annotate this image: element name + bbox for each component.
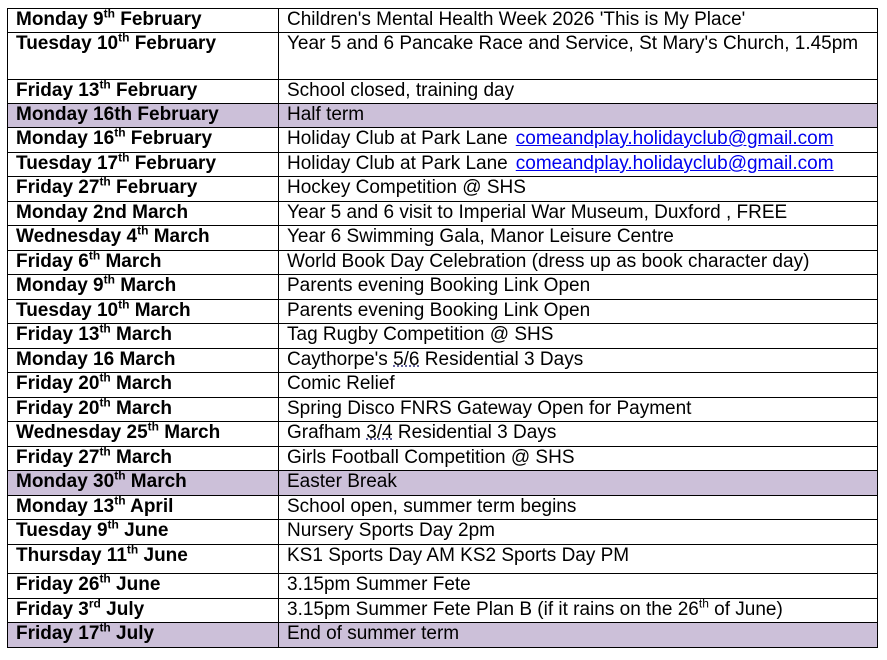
table-row [8,349,878,373]
date-text: Friday 26 [16,574,100,595]
table-row [8,153,878,177]
event-text: Year 5 and 6 Pancake Race and Service, St Mary's Church, 1.45pm [287,33,859,54]
email-link[interactable]: comeandplay.holidayclub@gmail.com [515,153,834,174]
date-cell [8,174,279,202]
table-row [8,422,878,447]
date-text: Monday 30 [16,471,115,492]
date-month: February [110,80,198,101]
event-cell [279,104,878,128]
event-cell [279,202,878,226]
date-suffix: th [88,248,101,263]
event-text: of June) [708,599,783,620]
date-month: March [110,324,173,345]
table-row [8,545,878,574]
date-suffix: th [114,468,126,483]
event-text: KS1 Sports Day AM KS2 Sports Day PM [287,545,630,566]
table-row [8,623,878,648]
date-suffix: th [103,272,115,287]
event-cell [279,520,878,545]
event-text: End of summer term [287,623,460,644]
date-month: June [110,574,161,595]
event-text: World Book Day Celebration (dress up as book character day) [287,251,810,272]
event-cell [279,226,878,251]
date-suffix: th [99,174,111,189]
date-suffix: th [137,223,149,238]
date-suffix: th [107,517,119,532]
date-cell [8,542,279,574]
date-text: Tuesday 10 [16,33,119,54]
date-text: Wednesday 4 [16,226,138,247]
date-cell [8,321,279,349]
event-cell [279,373,878,398]
date-text: Monday 16th February [16,104,219,125]
date-cell [8,202,279,226]
table-row [8,300,878,324]
event-text: Children's Mental Health Week 2026 'This is My Place' [287,9,746,30]
event-text: Holiday Club at Park Lane [287,153,508,174]
date-text: Thursday 11 [16,545,127,566]
date-text: Tuesday 17 [16,153,119,174]
table-row [8,9,878,33]
date-text: Friday 3 [16,599,89,620]
date-text: Friday 27 [16,177,100,198]
event-text: Residential 3 Days [419,349,584,370]
event-cell [279,275,878,300]
event-text: Residential 3 Days [392,422,557,443]
event-text: School closed, training day [287,80,515,101]
table-row [8,80,878,104]
date-text: Friday 13 [16,324,100,345]
date-cell [8,517,279,545]
date-month: March [110,398,173,419]
table-row [8,324,878,349]
event-cell [279,447,878,471]
event-text: Tag Rugby Competition @ SHS [287,324,554,345]
date-suffix: th [126,542,139,557]
date-text: Monday 16 March [16,349,176,370]
event-cell [279,545,878,574]
date-month: March [148,226,210,247]
table-row [8,373,878,398]
table-row [8,104,878,128]
year-group-text: 3/4 [366,422,393,443]
date-month: February [110,177,198,198]
events-table [7,8,878,648]
date-cell [8,30,279,80]
date-cell [8,248,279,275]
event-cell [279,153,878,177]
date-month: March [129,300,191,321]
event-text: Half term [287,104,365,125]
table-row [8,177,878,202]
date-suffix: th [118,150,130,165]
event-text: Year 5 and 6 visit to Imperial War Museum, Duxford , FREE [287,202,788,223]
date-month: March [110,447,173,468]
date-month: June [118,520,169,541]
date-text: Friday 20 [16,373,100,394]
table-row [8,496,878,520]
table-row [8,599,878,623]
date-text: Monday 9 [16,9,104,30]
event-cell [279,574,878,599]
event-text: 3.15pm Summer Fete Plan B (if it rains on the 26 [287,599,699,620]
date-text: Tuesday 9 [16,520,108,541]
date-suffix: th [99,321,111,336]
event-cell [279,623,878,648]
date-text: Tuesday 10 [16,300,119,321]
date-cell [8,444,279,471]
date-cell [8,395,279,422]
year-group-text: 5/6 [393,349,420,370]
event-cell [279,349,878,373]
date-suffix: th [99,444,111,459]
event-cell [279,398,878,422]
event-cell [279,177,878,202]
date-text: Friday 17 [16,623,100,644]
date-month: February [125,128,213,149]
event-cell [279,596,878,623]
table-row [8,226,878,251]
date-month: February [129,33,217,54]
event-text: Spring Disco FNRS Gateway Open for Payment [287,398,692,419]
table-row [8,471,878,496]
date-cell [8,419,279,447]
date-month: April [125,496,174,517]
event-cell [279,324,878,349]
date-month: July [100,599,145,620]
date-text: Friday 6 [16,251,89,272]
event-cell [279,128,878,153]
event-text: 3.15pm Summer Fete [287,574,471,595]
event-text: Hockey Competition @ SHS [287,177,526,198]
table-row [8,202,878,226]
event-cell [279,80,878,104]
event-cell [279,422,878,447]
date-text: Monday 2nd March [16,202,189,223]
event-cell [279,33,878,80]
date-suffix: rd [88,596,101,611]
date-text: Friday 27 [16,447,100,468]
event-cell [279,471,878,496]
table-row [8,275,878,300]
date-cell [8,125,279,153]
date-month: July [110,623,155,644]
event-text: Holiday Club at Park Lane [287,128,508,149]
event-cell [279,496,878,520]
date-suffix: th [99,77,111,92]
date-month: June [138,545,188,566]
table-row [8,128,878,153]
date-month: March [125,471,187,492]
date-suffix: th [99,571,111,586]
date-cell [8,620,279,648]
date-suffix: th [118,30,130,45]
date-cell [8,596,279,623]
date-cell [8,493,279,520]
event-cell [279,251,878,275]
date-cell [8,571,279,599]
date-text: Monday 13 [16,496,115,517]
event-text: Girls Football Competition @ SHS [287,447,575,468]
event-cell [279,9,878,33]
date-cell [8,349,279,373]
event-text: Caythorpe's [287,349,394,370]
date-cell [8,77,279,104]
date-month: February [114,9,202,30]
event-text: School open, summer term begins [287,496,577,517]
date-suffix: th [99,370,111,385]
date-text: Friday 20 [16,398,100,419]
date-cell [8,150,279,177]
date-suffix: th [114,125,126,140]
date-cell [8,272,279,300]
table-row [8,520,878,545]
event-text: Easter Break [287,471,397,492]
events-table-body [8,6,878,648]
date-month: February [129,153,217,174]
event-text: Parents evening Booking Link Open [287,275,591,296]
table-row [8,33,878,80]
event-suffix: th [698,596,709,611]
table-row [8,574,878,599]
date-suffix: th [118,297,130,312]
date-cell [8,223,279,251]
date-suffix: th [114,493,126,508]
date-suffix: th [99,620,111,635]
date-suffix: th [147,419,159,434]
event-text: Grafham [287,422,367,443]
event-text: Nursery Sports Day 2pm [287,520,496,541]
table-row [8,447,878,471]
date-cell [8,370,279,398]
date-text: Monday 16 [16,128,115,149]
date-suffix: th [103,6,115,21]
table-row [8,398,878,422]
event-text: Comic Relief [287,373,395,394]
date-month: March [114,275,177,296]
date-cell [8,104,279,128]
date-text: Monday 9 [16,275,104,296]
event-cell [279,300,878,324]
date-text: Friday 13 [16,80,100,101]
email-link[interactable]: comeandplay.holidayclub@gmail.com [515,128,834,149]
date-cell [8,468,279,496]
event-text: Parents evening Booking Link Open [287,300,591,321]
date-month: March [110,373,173,394]
date-cell [8,297,279,324]
date-text: Wednesday 25 [16,422,148,443]
event-text: Year 6 Swimming Gala, Manor Leisure Centre [287,226,674,247]
date-month: March [158,422,221,443]
date-month: March [100,251,162,272]
date-suffix: th [99,395,111,410]
date-cell [8,6,279,33]
table-row [8,251,878,275]
